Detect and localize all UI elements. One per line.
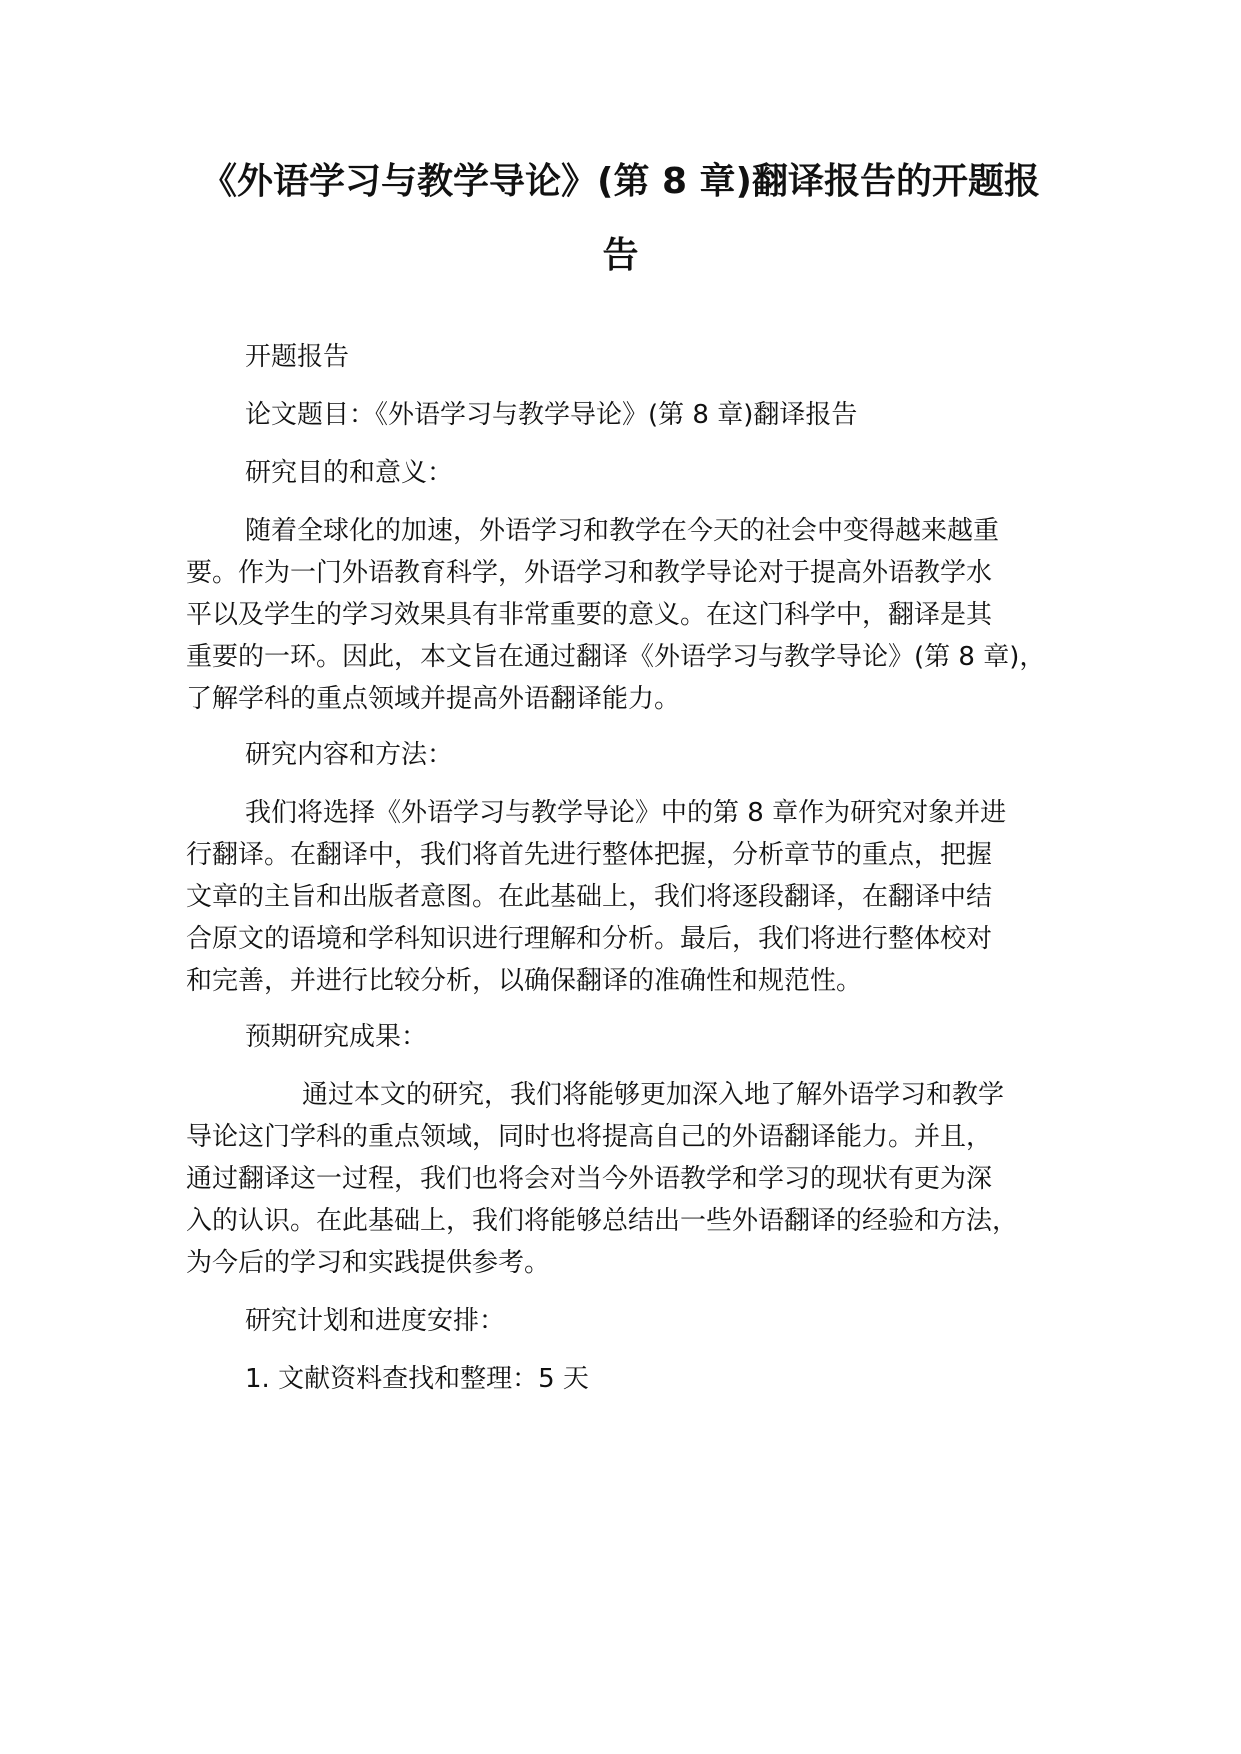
section-heading-purpose: 研究目的和意义： (245, 458, 454, 488)
paragraph-line: 通过本文的研究，我们将能够更加深入地了解外语学习和教学 (302, 1080, 1005, 1110)
paragraph-line: 入的认识。在此基础上，我们将能够总结出一些外语翻译的经验和方法， (186, 1206, 1019, 1236)
paragraph-line: 导论这门学科的重点领域，同时也将提高自己的外语翻译能力。并且， (186, 1122, 993, 1152)
paragraph-line: 文章的主旨和出版者意图。在此基础上，我们将逐段翻译，在翻译中结 (186, 882, 993, 912)
paragraph-line: 重要的一环。因此，本文旨在通过翻译《外语学习与教学导论》(第 8 章)， (186, 642, 1046, 672)
schedule-item: 1. 文献资料查找和整理：5 天 (245, 1364, 589, 1394)
thesis-title-line: 论文题目：《外语学习与教学导论》(第 8 章)翻译报告 (245, 400, 858, 430)
section-heading-proposal: 开题报告 (245, 342, 350, 372)
section-heading-method: 研究内容和方法： (245, 740, 454, 770)
paragraph-line: 为今后的学习和实践提供参考。 (186, 1248, 551, 1278)
document-title-line-1: 《外语学习与教学导论》(第 8 章)翻译报告的开题报 (200, 161, 1041, 202)
paragraph-line: 我们将选择《外语学习与教学导论》中的第 8 章作为研究对象并进 (245, 798, 1007, 828)
section-heading-outcomes: 预期研究成果： (245, 1022, 428, 1052)
paragraph-line: 合原文的语境和学科知识进行理解和分析。最后，我们将进行整体校对 (186, 924, 993, 954)
paragraph-line: 通过翻译这一过程，我们也将会对当今外语教学和学习的现状有更为深 (186, 1164, 993, 1194)
section-heading-schedule: 研究计划和进度安排： (245, 1306, 506, 1336)
paragraph-line: 了解学科的重点领域并提高外语翻译能力。 (186, 684, 681, 714)
paragraph-line: 行翻译。在翻译中，我们将首先进行整体把握，分析章节的重点，把握 (186, 840, 993, 870)
paragraph-line: 和完善，并进行比较分析，以确保翻译的准确性和规范性。 (186, 966, 863, 996)
paragraph-line: 要。作为一门外语教育科学，外语学习和教学导论对于提高外语教学水 (186, 558, 993, 588)
document-title-line-2: 告 (602, 235, 639, 276)
paragraph-line: 随着全球化的加速，外语学习和教学在今天的社会中变得越来越重 (245, 516, 1000, 546)
paragraph-line: 平以及学生的学习效果具有非常重要的意义。在这门科学中，翻译是其 (186, 600, 993, 630)
